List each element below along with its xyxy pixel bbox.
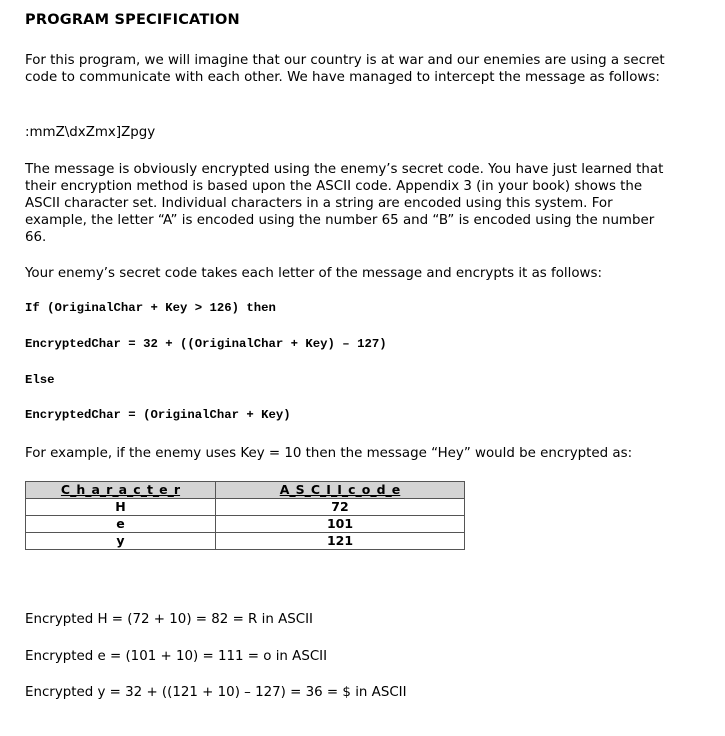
code-line-encrypt-wrap: EncryptedChar = 32 + ((OriginalChar + Key) – 127) (25, 337, 387, 351)
page-title: PROGRAM SPECIFICATION (25, 12, 240, 28)
code-line-if: If (OriginalChar + Key > 126) then (25, 301, 276, 315)
result-line-y: Encrypted y = 32 + ((121 + 10) – 127) = 36 = $ in ASCII (25, 685, 407, 700)
cell-character: e (26, 516, 216, 533)
intro-paragraph: For this program, we will imagine that our country is at war and our enemies are using a secret code to communicate with each other. We have managed to intercept the message as follows: (25, 53, 665, 85)
table-header-row (26, 482, 465, 499)
column-header-character: C_h_a_r_a_c_t_e_r (26, 482, 216, 499)
cell-ascii-code: 72 (216, 499, 465, 516)
column-header-ascii-code: A_S_C_I_I_c_o_d_e (216, 482, 465, 499)
table-row (26, 499, 465, 516)
cell-ascii-code: 121 (216, 533, 465, 550)
intercepted-message: :mmZ\dxZmx]Zpgy (25, 125, 156, 140)
result-line-e: Encrypted e = (101 + 10) = 111 = o in ASCII (25, 649, 328, 664)
cell-character: H (26, 499, 216, 516)
table-row (26, 516, 465, 533)
code-line-encrypt-simple: EncryptedChar = (OriginalChar + Key) (25, 408, 291, 422)
result-line-h: Encrypted H = (72 + 10) = 82 = R in ASCII (25, 612, 313, 627)
encryption-intro-paragraph: Your enemy’s secret code takes each letter of the message and encrypts it as follows: (25, 266, 602, 281)
ascii-table (25, 481, 465, 550)
cell-character: y (26, 533, 216, 550)
ascii-explanation-paragraph: The message is obviously encrypted using the enemy’s secret code. You have just learned that their encryption method is based upon the ASCII code. Appendix 3 (in your book) shows the ASCII character set. Individual characters in a string are encoded using this system. For example, the letter “A” is encoded using the number 65 and “B” is encoded using the number 66. (25, 162, 664, 245)
table-row (26, 533, 465, 550)
cell-ascii-code: 101 (216, 516, 465, 533)
example-paragraph: For example, if the enemy uses Key = 10 then the message “Hey” would be encrypted as: (25, 446, 633, 461)
code-line-else: Else (25, 373, 55, 387)
